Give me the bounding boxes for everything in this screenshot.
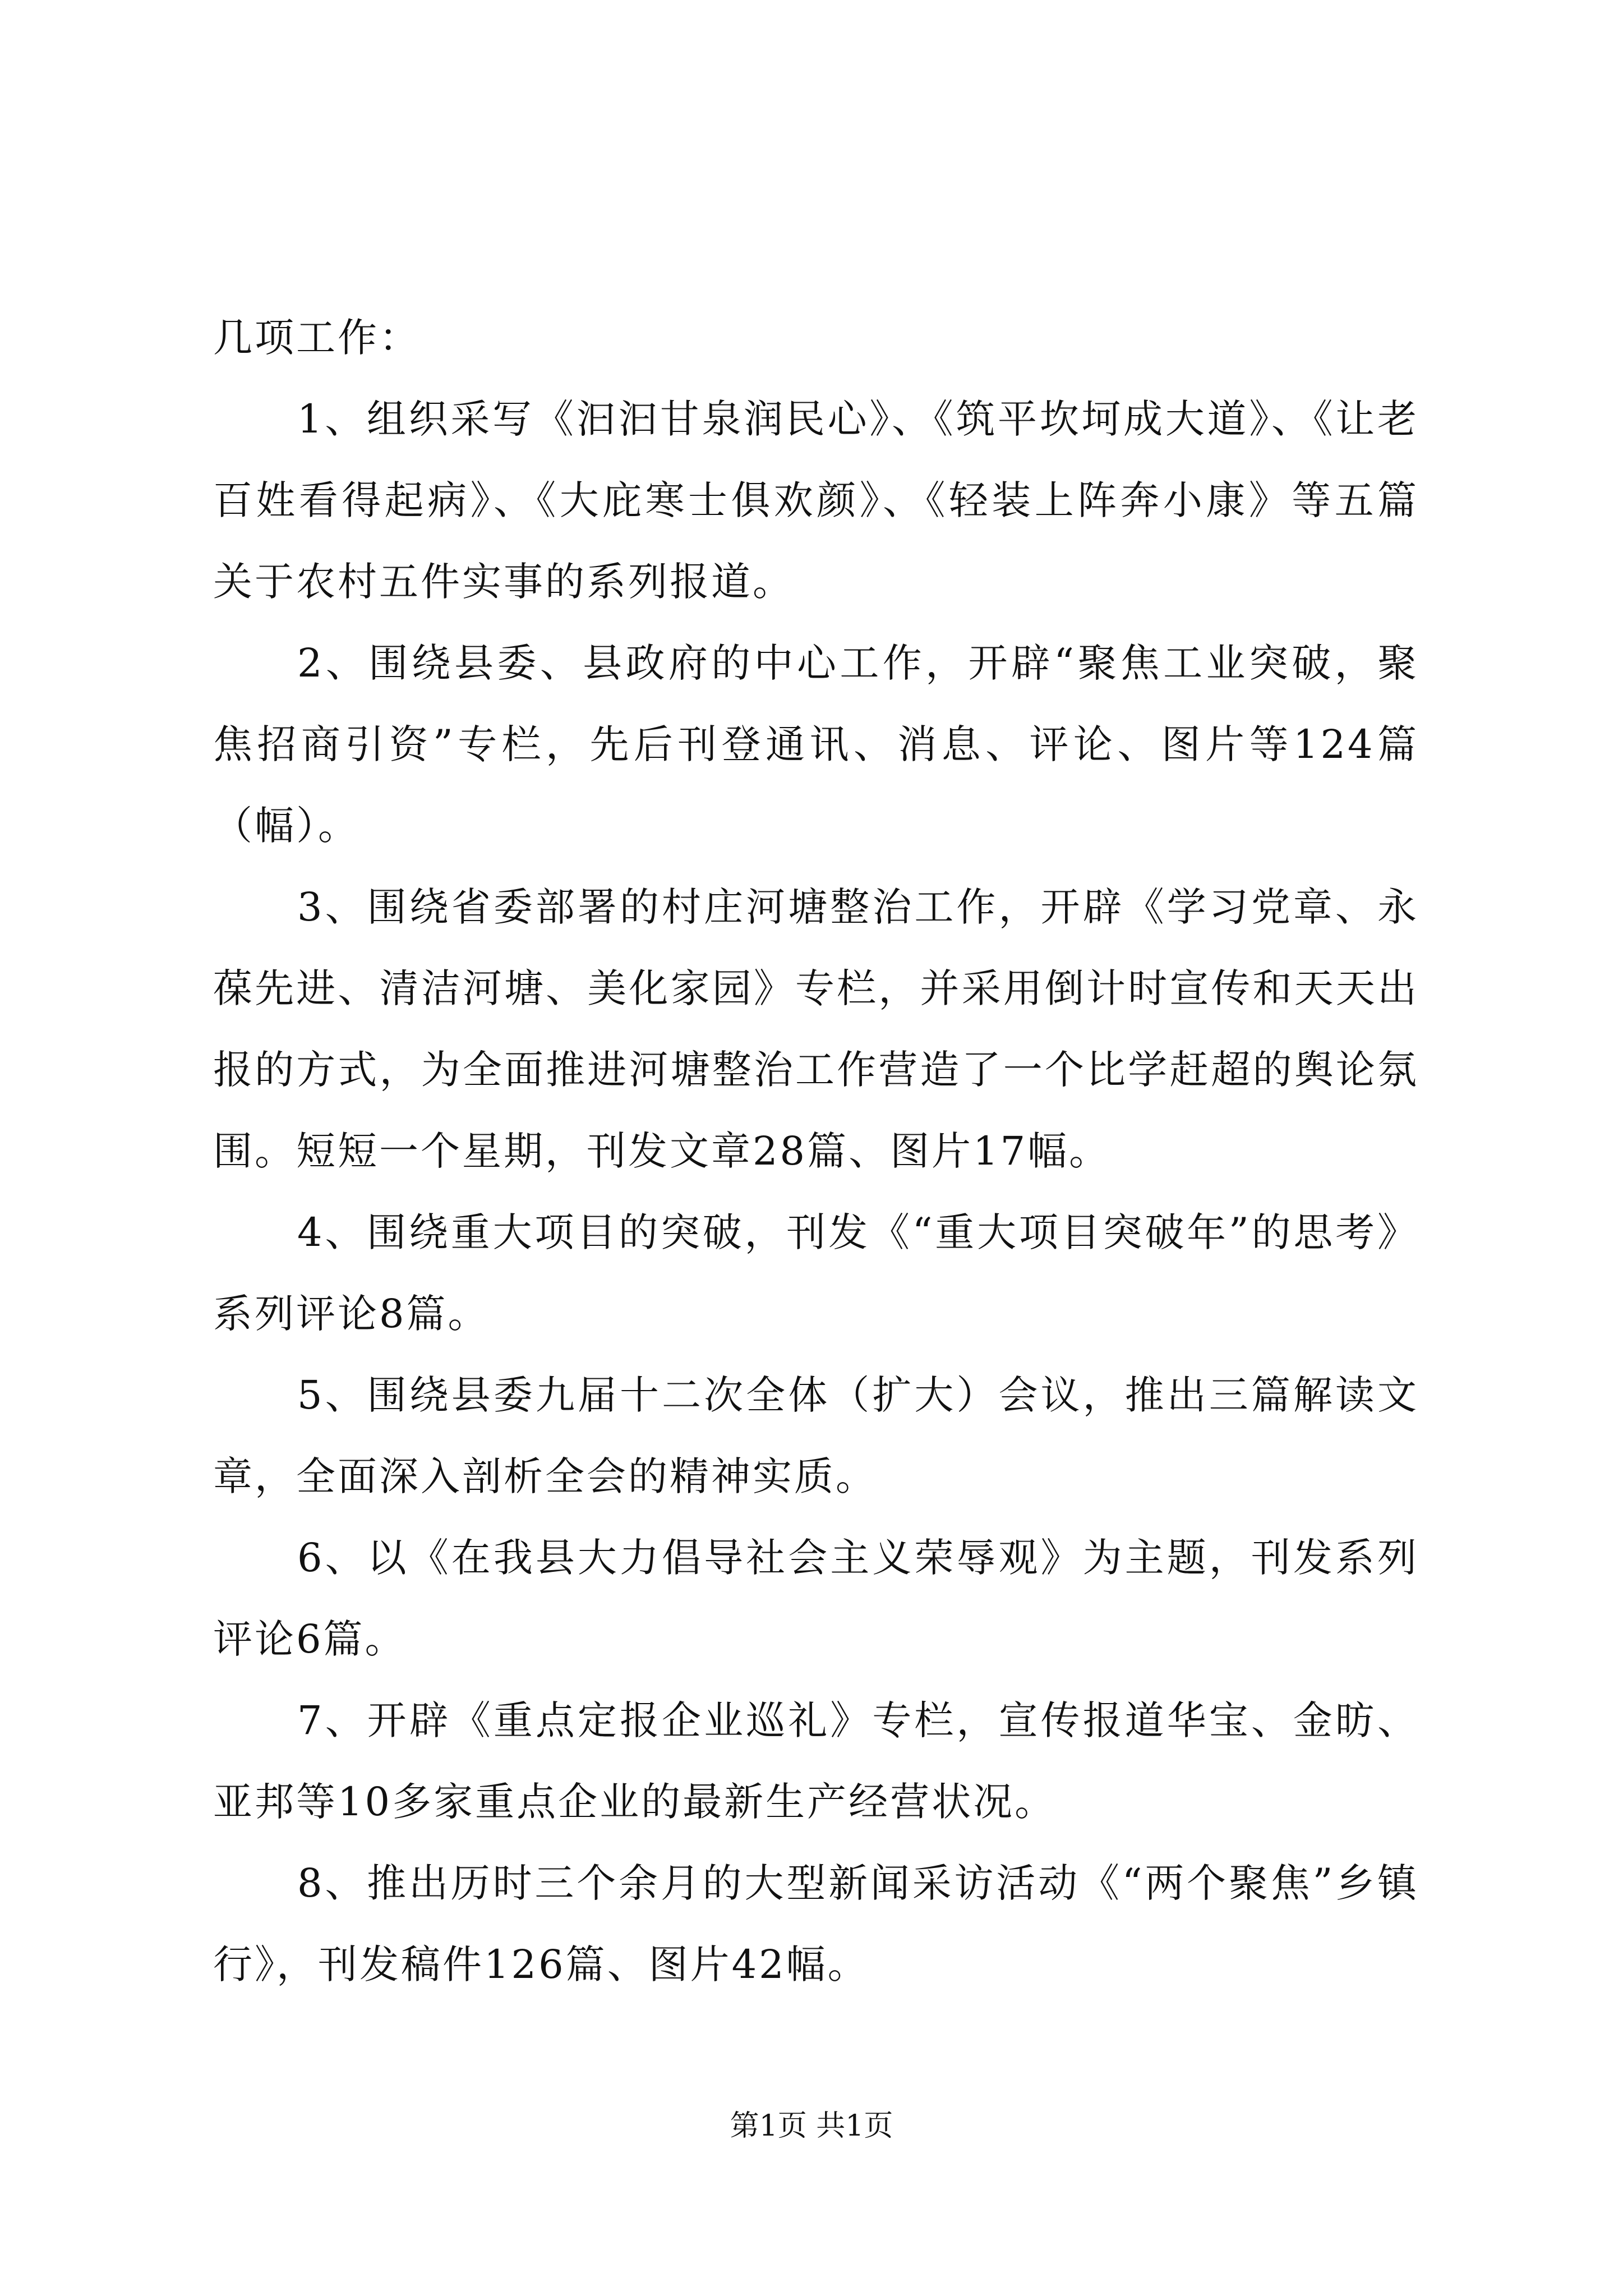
document-body — [213, 297, 1419, 2005]
paragraph-item-8: 8、推出历时三个余月的大型新闻采访活动《“两个聚焦”乡镇行》，刊发稿件126篇、图片42幅。 — [213, 1860, 1419, 1987]
paragraph-item-7: 7、开辟《重点定报企业巡礼》专栏，宣传报道华宝、金昉、亚邦等10多家重点企业的最新生产经营状况。 — [213, 1697, 1419, 1825]
paragraph-item-6: 6、以《在我县大力倡导社会主义荣辱观》为主题，刊发系列评论6篇。 — [213, 1535, 1419, 1662]
paragraph-item-2: 2、围绕县委、县政府的中心工作，开辟“聚焦工业突破，聚焦招商引资”专栏，先后刊登通讯、消息、评论、图片等124篇（幅）。 — [213, 640, 1419, 849]
paragraph-item-4: 4、围绕重大项目的突破，刊发《“重大项目突破年”的思考》系列评论8篇。 — [213, 1209, 1419, 1337]
page-number-label: 第1页 共1页 — [730, 2109, 893, 2143]
paragraph-item-5: 5、围绕县委九届十二次全体（扩大）会议，推出三篇解读文章，全面深入剖析全会的精神实质。 — [213, 1372, 1419, 1499]
paragraph-item-3: 3、围绕省委部署的村庄河塘整治工作，开辟《学习党章、永葆先进、清洁河塘、美化家园》专栏，并采用倒计时宣传和天天出报的方式，为全面推进河塘整治工作营造了一个比学赶超的舆论氛围。短短一个星期，刊发文章28篇、图片17幅。 — [213, 884, 1419, 1174]
page-footer — [0, 2106, 1623, 2146]
paragraph-intro: 几项工作： — [213, 315, 421, 361]
paragraph-item-1: 1、组织采写《汩汩甘泉润民心》、《筑平坎坷成大道》、《让老百姓看得起病》、《大庇寒士俱欢颜》、《轻装上阵奔小康》等五篇关于农村五件实事的系列报道。 — [213, 396, 1419, 605]
